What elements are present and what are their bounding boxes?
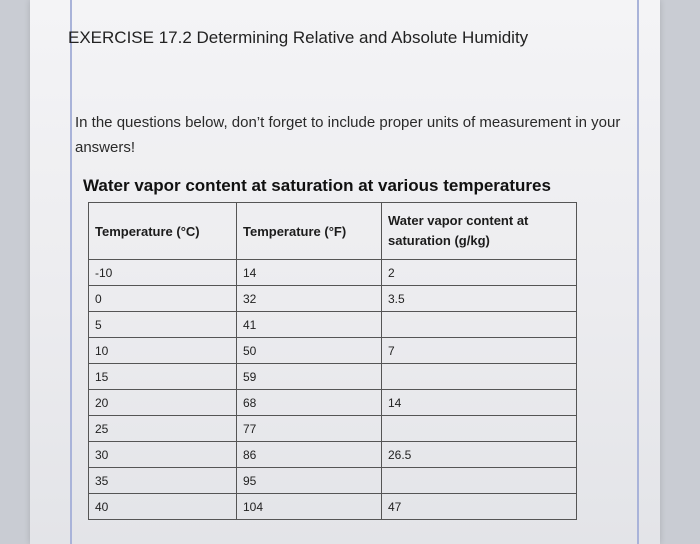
cell-water-vapor bbox=[382, 312, 577, 338]
cell-water-vapor: 7 bbox=[382, 338, 577, 364]
table-header-row bbox=[89, 203, 577, 260]
cell-water-vapor: 2 bbox=[382, 260, 577, 286]
table-title: Water vapor content at saturation at various temperatures bbox=[83, 176, 551, 195]
cell-water-vapor bbox=[382, 416, 577, 442]
cell-fahrenheit: 59 bbox=[237, 364, 382, 390]
table-row bbox=[89, 390, 577, 416]
cell-celsius: 5 bbox=[89, 312, 237, 338]
table-row bbox=[89, 364, 577, 390]
table-row bbox=[89, 338, 577, 364]
cell-fahrenheit: 32 bbox=[237, 286, 382, 312]
cell-celsius: 35 bbox=[89, 468, 237, 494]
cell-celsius: -10 bbox=[89, 260, 237, 286]
table-row bbox=[89, 494, 577, 520]
cell-celsius: 30 bbox=[89, 442, 237, 468]
worksheet-page bbox=[30, 0, 660, 544]
table-row bbox=[89, 312, 577, 338]
cell-celsius: 20 bbox=[89, 390, 237, 416]
cell-fahrenheit: 68 bbox=[237, 390, 382, 416]
cell-fahrenheit: 104 bbox=[237, 494, 382, 520]
cell-fahrenheit: 77 bbox=[237, 416, 382, 442]
cell-fahrenheit: 95 bbox=[237, 468, 382, 494]
table-row bbox=[89, 442, 577, 468]
header-temp-fahrenheit: Temperature (°F) bbox=[237, 203, 382, 260]
cell-water-vapor bbox=[382, 468, 577, 494]
cell-water-vapor: 3.5 bbox=[382, 286, 577, 312]
cell-celsius: 40 bbox=[89, 494, 237, 520]
header-temp-celsius: Temperature (°C) bbox=[89, 203, 237, 260]
saturation-table bbox=[88, 202, 577, 520]
instructions-text: In the questions below, don’t forget to include proper units of measurement in your answers! bbox=[75, 114, 621, 156]
cell-celsius: 10 bbox=[89, 338, 237, 364]
cell-fahrenheit: 14 bbox=[237, 260, 382, 286]
table-row bbox=[89, 260, 577, 286]
cell-water-vapor: 26.5 bbox=[382, 442, 577, 468]
cell-water-vapor: 47 bbox=[382, 494, 577, 520]
left-margin-line bbox=[70, 0, 72, 544]
right-margin-line bbox=[637, 0, 639, 544]
table-row bbox=[89, 468, 577, 494]
header-water-vapor: Water vapor content at saturation (g/kg) bbox=[382, 203, 577, 260]
cell-water-vapor: 14 bbox=[382, 390, 577, 416]
cell-fahrenheit: 50 bbox=[237, 338, 382, 364]
cell-fahrenheit: 86 bbox=[237, 442, 382, 468]
exercise-title: EXERCISE 17.2 Determining Relative and Absolute Humidity bbox=[68, 28, 529, 47]
table-row bbox=[89, 416, 577, 442]
cell-celsius: 25 bbox=[89, 416, 237, 442]
cell-celsius: 0 bbox=[89, 286, 237, 312]
table-row bbox=[89, 286, 577, 312]
cell-water-vapor bbox=[382, 364, 577, 390]
cell-fahrenheit: 41 bbox=[237, 312, 382, 338]
cell-celsius: 15 bbox=[89, 364, 237, 390]
